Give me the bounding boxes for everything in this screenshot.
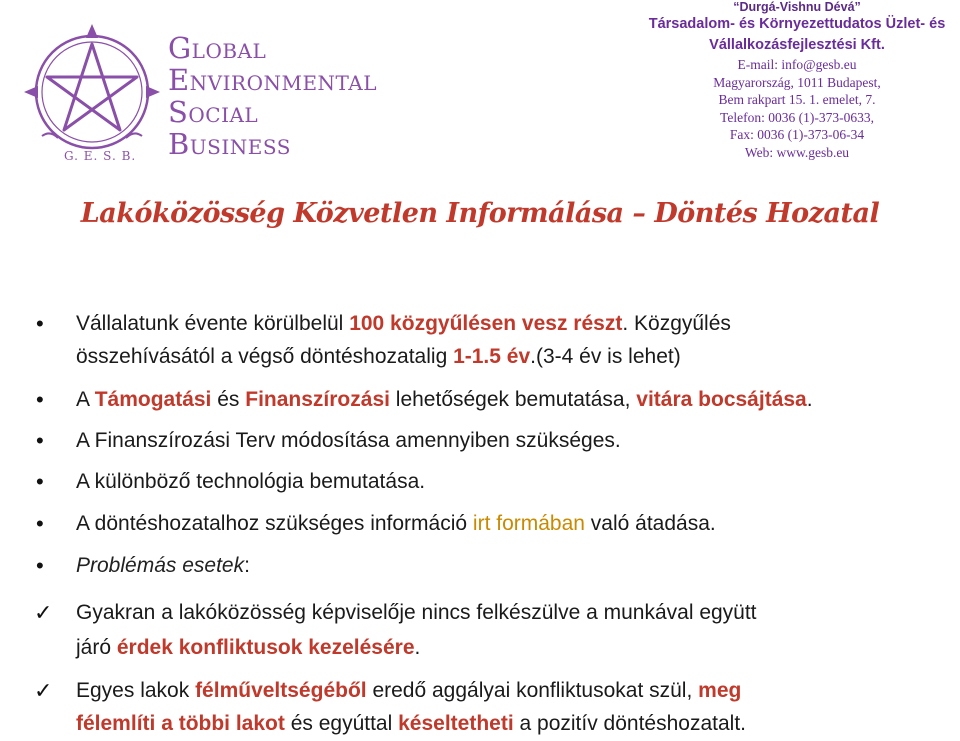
- gesb-logo: [20, 20, 470, 180]
- highlight-text: irt formában: [472, 512, 585, 535]
- list-item-continuation: [76, 340, 681, 373]
- item-text: .: [414, 636, 421, 659]
- company-email[interactable]: E-mail: info@gesb.eu: [737, 57, 857, 72]
- company-info: [637, 0, 957, 161]
- item-text: Egyes lakok: [76, 679, 196, 702]
- company-phone: Telefon: 0036 (1)-373-0633,: [720, 109, 874, 125]
- company-name: “Durgá-Vishnu Dévá”: [733, 0, 861, 14]
- bullet-dot-icon: •: [36, 428, 44, 453]
- check-item-continuation: [76, 707, 746, 740]
- highlight-text: félemlíti a többi lakot: [76, 712, 285, 735]
- bullet-dot-icon: •: [36, 553, 44, 578]
- highlight-text: 100 közgyűlésen vesz részt: [349, 312, 623, 335]
- item-text: való átadása.: [584, 512, 716, 535]
- list-item: [76, 383, 813, 416]
- item-text: és: [211, 388, 246, 411]
- item-text: eredő aggályai konfliktusokat szül,: [366, 679, 699, 702]
- item-text: A döntéshozatalhoz szükséges információ: [76, 512, 473, 535]
- bullet-dot-icon: •: [36, 511, 44, 536]
- brand-wordmark: [168, 32, 377, 160]
- highlight-text: érdek konfliktusok kezelésére: [116, 636, 415, 659]
- item-text: A: [76, 388, 95, 411]
- item-text: .(3-4 év is lehet): [530, 345, 681, 368]
- pentagram-seal-icon: [20, 20, 170, 170]
- brand-line-business: Business: [168, 127, 291, 161]
- highlight-text: félműveltségéből: [195, 679, 367, 702]
- item-text: járó: [76, 636, 117, 659]
- bullet-dot-icon: •: [36, 469, 44, 494]
- brand-line-environmental: Environmental: [168, 63, 378, 97]
- item-text: és egyúttal: [284, 712, 399, 735]
- highlight-text: Támogatási: [94, 388, 212, 411]
- list-item: A Finanszírozási Terv módosítása amennyiben szükséges.: [76, 429, 621, 452]
- company-title-line-1: Társadalom- és Környezettudatos Üzlet- és: [648, 16, 946, 32]
- page-title: Lakóközösség Közvetlen Informálása – Döntés Hozatal: [80, 198, 880, 229]
- item-text: a pozitív döntéshozatalt.: [513, 712, 746, 735]
- item-text: :: [244, 554, 250, 577]
- highlight-text: meg: [698, 679, 742, 702]
- company-address-line-2: Bem rakpart 15. 1. emelet, 7.: [718, 92, 876, 107]
- company-address-line-1: Magyarország, 1011 Budapest,: [713, 74, 881, 90]
- check-item-continuation: [76, 631, 420, 664]
- item-text: . Közgyűlés: [622, 312, 731, 335]
- brand-line-social: Social: [168, 95, 259, 129]
- list-item: A különböző technológia bemutatása.: [76, 470, 426, 493]
- list-item: [76, 549, 250, 582]
- seal-label: G. E. S. B.: [64, 149, 137, 163]
- checkmark-icon: ✓: [34, 600, 53, 625]
- highlight-text: késeltetheti: [398, 712, 514, 735]
- list-item: [76, 507, 716, 540]
- company-title-line-2: Vállalkozásfejlesztési Kft.: [709, 37, 885, 53]
- highlight-text: 1-1.5 év: [453, 345, 531, 368]
- highlight-text: Finanszírozási: [245, 388, 390, 411]
- check-item: [76, 674, 741, 707]
- item-text: .: [806, 388, 813, 411]
- item-text: lehetőségek bemutatása,: [389, 388, 637, 411]
- list-item: [76, 307, 731, 340]
- bullet-dot-icon: •: [36, 311, 44, 336]
- italic-text: Problémás esetek: [76, 554, 245, 577]
- highlight-text: vitára bocsájtása: [636, 388, 807, 411]
- item-text: Vállalatunk évente körülbelül: [76, 312, 350, 335]
- item-text: összehívásától a végső döntéshozatalig: [76, 345, 454, 368]
- company-web[interactable]: Web: www.gesb.eu: [744, 144, 850, 160]
- bullet-dot-icon: •: [36, 387, 44, 412]
- checkmark-icon: ✓: [34, 678, 53, 703]
- check-item: Gyakran a lakóközösség képviselője nincs felkészülve a munkával együtt: [76, 601, 757, 624]
- brand-line-global: Global: [168, 31, 267, 65]
- company-fax: Fax: 0036 (1)-373-06-34: [729, 127, 865, 142]
